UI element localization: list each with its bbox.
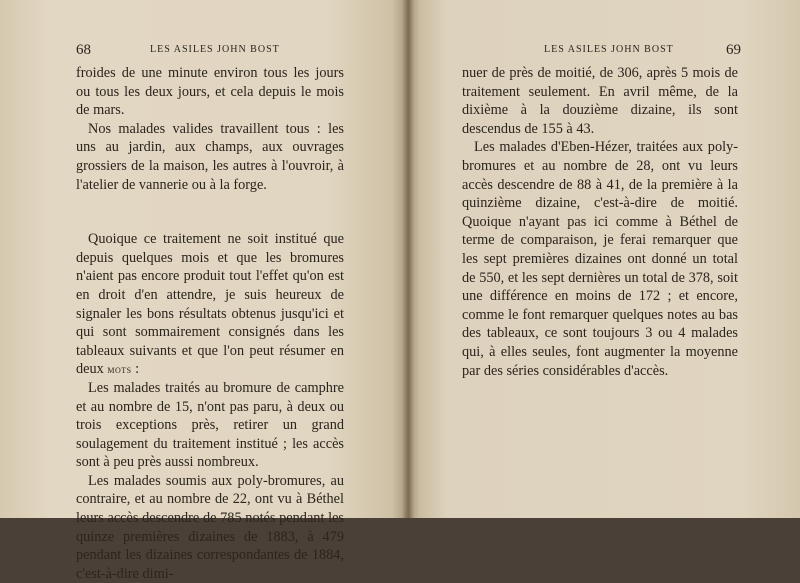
running-head: LES ASILES JOHN BOST bbox=[150, 44, 280, 55]
small-caps-word: mots bbox=[107, 362, 132, 377]
paragraph bbox=[76, 230, 344, 379]
book-gutter bbox=[402, 0, 414, 518]
left-page-text bbox=[76, 64, 344, 583]
paragraph: Les malades traités au bromure de camphre et au nombre de 15, n'ont pas paru, à deux ou trois exceptions près, retirer un grand soulagement du traitement institué ; les accès sont à peu près aussi nombreux. bbox=[76, 379, 344, 471]
page-number: 68 bbox=[76, 42, 91, 58]
right-page bbox=[408, 0, 800, 518]
paragraph-tail: : bbox=[131, 361, 140, 378]
page-number: 69 bbox=[726, 42, 741, 58]
paragraph-text: Quoique ce traitement ne soit institué que depuis quelques mois et que les bromures n'aient pas encore produit tout l'effet qu'on est en droit d'en attendre, je suis heureux de signaler les bons résultats obtenus jusqu'ici et qui sont sommairement consignés dans les tableaux suivants et que l'on peut résumer en deux bbox=[76, 231, 344, 378]
running-head: LES ASILES JOHN BOST bbox=[544, 44, 674, 55]
paragraph: Nos malades valides travaillent tous : les uns au jardin, aux champs, aux ouvrages grossiers de la maison, les autres à l'ouvroir, à l'atelier de vannerie ou à la forge. bbox=[76, 120, 344, 193]
paragraph: Les malades soumis aux poly-bromures, au contraire, et au nombre de 22, ont vu à Béthel leurs accès descendre de 785 notés pendant les quinze premières dizaines de 1883, à 479 pendant les dizaines correspondantes de 1884, c'est-à-dire dimi- bbox=[76, 472, 344, 582]
paragraph: Les malades d'Eben-Hézer, traitées aux poly-bromures et au nombre de 28, ont vu leurs accès descendre de 88 à 41, de la première à la quinzième dizaine, c'est-à-dire de moitié. Quoique n'ayant pas ici comme à Béthel de terme de comparaison, je ferai remarquer que les sept premières dizaines ont donné un total de 550, et les sept dernières un total de 378, soit une différence en moins de 172 ; et encore, comme le font remarquer quelques notes au bas des tableaux, ce sont toujours 3 ou 4 malades qui, à elles seules, font augmenter la moyenne par des séries considérables d'accès. bbox=[462, 139, 738, 379]
paragraph: nuer de près de moitié, de 306, après 5 mois de traitement seulement. En avril même, de la dixième à la douzième dizaine, ils sont descendus de 155 à 43. bbox=[462, 65, 738, 137]
right-page-text bbox=[462, 64, 738, 380]
section-gap bbox=[76, 194, 344, 230]
paragraph: froides de une minute environ tous les jours ou tous les deux jours, et cela depuis le mois de mars. bbox=[76, 65, 344, 119]
